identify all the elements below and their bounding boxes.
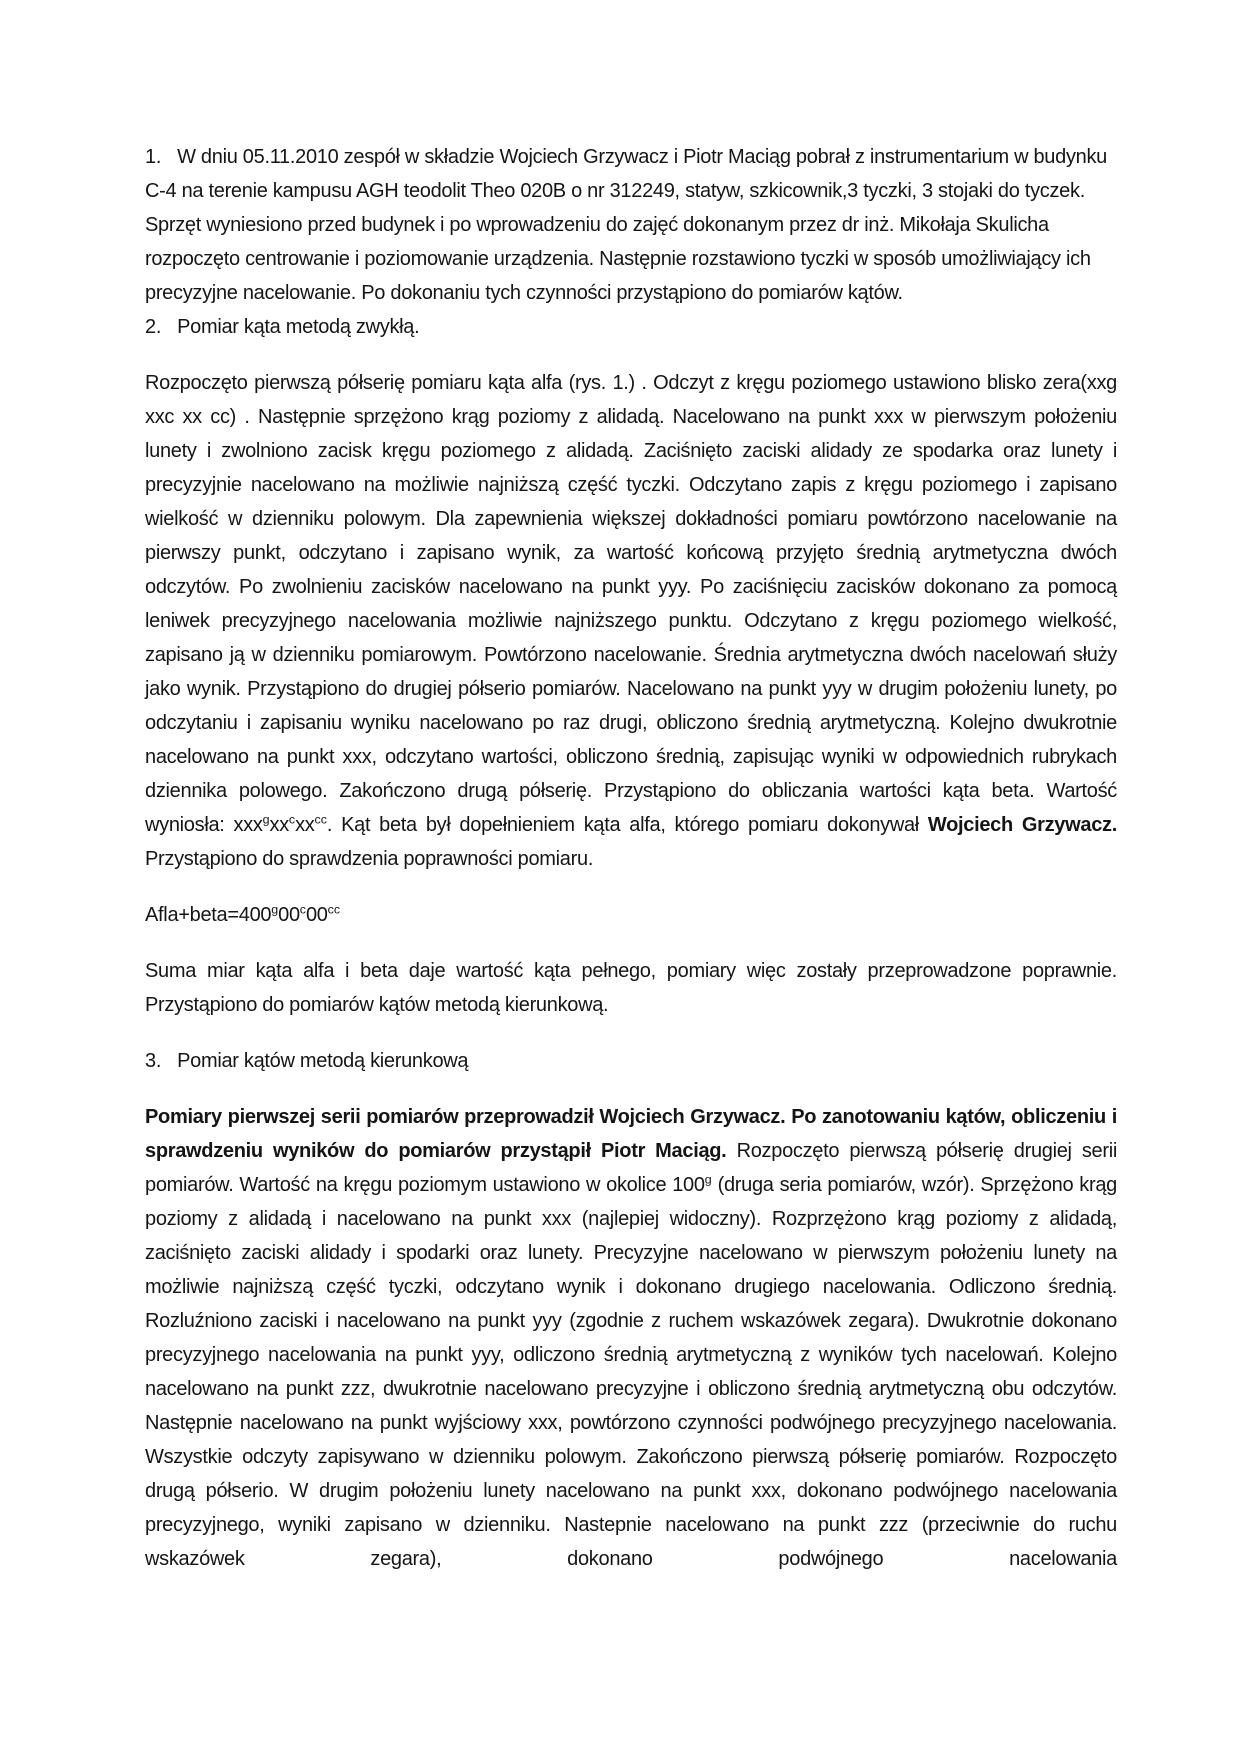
text-run: W dniu 05.11.2010 zespół w składzie Wojciech Grzywacz i Piotr Maciąg pobrał z instrumentarium w budynku C-4 na terenie kampusu AGH teodolit Theo 020B o nr 312249, statyw, szkicownik,3 tyczki, 3 stojaki do tyczek. Sprzęt wyniesiono przed budynek i po wprowadzeniu do zajęć dokonanym przez dr inż. Mikołaja Skulicha rozpoczęto centrowanie i poziomowanie urządzenia. Następnie rozstawiono tyczki w sposób umożliwiający ich precyzyjne nacelowanie. Po dokonaniu tych czynności przystąpiono do pomiarów kątów. [145, 146, 1107, 304]
text-run: Pomiar kątów metodą kierunkową [177, 1050, 469, 1072]
text-run: (druga seria pomiarów, wzór). Sprzężono krąg poziomy z alidadą i nacelowano na punkt xxx (najlepiej widoczny). Rozprzężono krąg poziomy z alidadą, zaciśnięto zaciski alidady i spodarki oraz lunety. Precyzyjne nacelowano w pierwszym położeniu lunety na możliwie najniższą część tyczki, odczytano wynik i dokonano drugiego nacelowania. Odliczono średnią. Rozluźniono zaciski i nacelowano na punkt yyy (zgodnie z ruchem wskazówek zegara). Dwukrotnie dokonano precyzyjnego nacelowania na punkt yyy, odliczono średnią arytmetyczną z wyników tych nacelowań. Kolejno nacelowano na punkt zzz, dwukrotnie nacelowano precyzyjne i obliczono średnią arytmetyczną obu odczytów. Następnie nacelowano na punkt wyjściowy xxx, powtórzono czynności podwójnego precyzyjnego nacelowania. Wszystkie odczyty zapisywano w dzienniku polowym. Zakończono pierwszą półserię pomiarów. Rozpoczęto drugą półserio. W drugim położeniu lunety nacelowano na punkt xxx, dokonano podwójnego nacelowania precyzyjnego, wyniki zapisano w dzienniku. Nastepnie nacelowano na punkt zzz (przeciwnie do ruchu wskazówek zegara), dokonano podwójnego nacelowania [145, 1174, 1117, 1570]
numbered-item [145, 310, 1117, 344]
text-run: Przystąpiono do sprawdzenia poprawności pomiaru. [145, 848, 594, 870]
numbered-item [145, 1044, 1117, 1078]
text-run: Pomiary pierwszej serii pomiarów przeprowadził Wojciech Grzywacz. Po zanotowaniu kątów, obliczeniu i sprawdzeniu wyników do pomiarów przystąpił Piotr Maciąg. [145, 1106, 1117, 1162]
text-run: xx [269, 814, 289, 836]
superscript-unit: cc [314, 812, 327, 827]
superscript-unit: c [299, 902, 306, 917]
formula-line [145, 898, 1117, 932]
paragraph [145, 366, 1117, 876]
text-run: Rozpoczęto pierwszą półserię pomiaru kąta alfa (rys. 1.) . Odczyt z kręgu poziomego ustawiono blisko zera(xxg xxc xx cc) . Następnie sprzężono krąg poziomy z alidadą. Nacelowano na punkt xxx w pierwszym położeniu lunety i zwolniono zacisk kręgu poziomego z alidadą. Zaciśnięto zaciski alidady ze spodarka oraz lunety i precyzyjnie nacelowano na możliwie najniższą część tyczki. Odczytano zapis z kręgu poziomego i zapisano wielkość w dzienniku polowym. Dla zapewnienia większej dokładności pomiaru powtórzono nacelowanie na pierwszy punkt, odczytano i zapisano wynik, za wartość końcową przyjęto średnią arytmetyczna dwóch odczytów. Po zwolnieniu zacisków nacelowano na punkt yyy. Po zaciśnięciu zacisków dokonano za pomocą leniwek precyzyjnego nacelowania możliwie najniższego punktu. Odczytano z kręgu poziomego wielkość, zapisano ją w dzienniku pomiarowym. Powtórzono nacelowanie. Średnia arytmetyczna dwóch nacelowań służy jako wynik. Przystąpiono do drugiej półserio pomiarów. Nacelowano na punkt yyy w drugim położeniu lunety, po odczytaniu i zapisaniu wyniku nacelowano po raz drugi, obliczono średnią arytmetyczną. Kolejno dwukrotnie nacelowano na punkt xxx, odczytano wartości, obliczono średnią, zapisując wyniki w odpowiednich rubrykach dziennika polowego. Zakończono drugą półserię. Przystąpiono do obliczania wartości kąta beta. Wartość wyniosła: xxx [145, 372, 1117, 836]
item-number: 2. [145, 316, 162, 338]
paragraph [145, 954, 1117, 1022]
superscript-unit: c [288, 812, 296, 827]
text-run: Afla+beta=400 [145, 904, 272, 926]
paragraph [145, 1100, 1117, 1576]
superscript-unit: g [262, 812, 270, 827]
item-number: 3. [145, 1050, 162, 1072]
superscript-unit: cc [327, 902, 341, 917]
text-run: Pomiar kąta metodą zwykłą. [177, 316, 420, 338]
text-run: 00 [278, 904, 300, 926]
text-run: Suma miar kąta alfa i beta daje wartość kąta pełnego, pomiary więc zostały przeprowadzone poprawnie. Przystąpiono do pomiarów kątów metodą kierunkową. [145, 960, 1117, 1016]
text-run: 00 [305, 904, 328, 926]
item-number: 1. [145, 146, 162, 168]
text-run: Wojciech Grzywacz. [927, 814, 1117, 836]
superscript-unit: g [704, 1172, 712, 1187]
numbered-item [145, 140, 1117, 310]
text-run: . Kąt beta był dopełnieniem kąta alfa, którego pomiaru dokonywał [326, 814, 928, 836]
superscript-unit: g [271, 902, 279, 917]
document-content [145, 140, 1117, 1598]
text-run: Rozpoczęto pierwszą półserię drugiej serii pomiarów. Wartość na kręgu poziomym ustawiono w okolice 100 [145, 1140, 1117, 1196]
text-run: xx [295, 814, 315, 836]
